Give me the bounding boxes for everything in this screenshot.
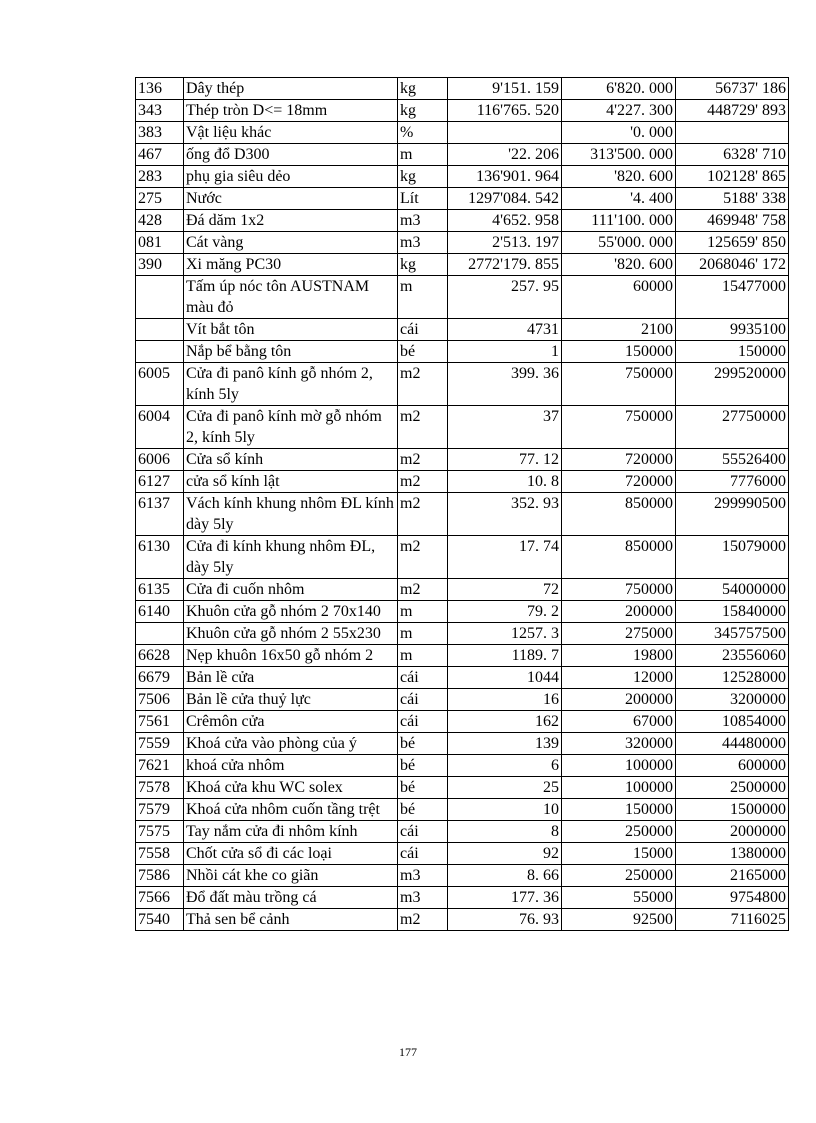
item-unit-price: 19800 [562,645,676,667]
materials-table [135,77,789,931]
item-unit: cái [398,689,448,711]
item-quantity: 92 [448,843,562,865]
item-unit: m3 [398,210,448,232]
item-total: 2500000 [676,777,789,799]
item-name: Dây thép [184,78,398,100]
item-name: Khuôn cửa gỗ nhóm 2 55x230 [184,623,398,645]
item-total: 5188' 338 [676,188,789,210]
table-row [136,733,789,755]
item-code: 6679 [136,667,184,689]
item-unit-price: 250000 [562,865,676,887]
item-name: Khuôn cửa gỗ nhóm 2 70x140 [184,601,398,623]
item-unit-price: 750000 [562,363,676,406]
item-unit-price: '820. 600 [562,166,676,188]
item-unit-price: 92500 [562,909,676,931]
item-code: 275 [136,188,184,210]
item-code: 6005 [136,363,184,406]
item-name: Cửa đi cuốn nhôm [184,579,398,601]
item-code [136,341,184,363]
item-unit: cái [398,711,448,733]
item-unit: cái [398,821,448,843]
item-name: Đổ đất màu trồng cá [184,887,398,909]
table-row [136,865,789,887]
table-row [136,689,789,711]
item-unit: m2 [398,471,448,493]
item-name: Nẹp khuôn 16x50 gỗ nhóm 2 [184,645,398,667]
item-total: 56737' 186 [676,78,789,100]
item-unit: cái [398,667,448,689]
item-unit-price: 67000 [562,711,676,733]
item-quantity: 139 [448,733,562,755]
item-code: 6137 [136,493,184,536]
item-unit: m2 [398,493,448,536]
item-quantity: 10 [448,799,562,821]
item-code: 6130 [136,536,184,579]
item-code: 467 [136,144,184,166]
materials-table-body [136,78,789,931]
item-code: 383 [136,122,184,144]
item-unit: kg [398,254,448,276]
item-code [136,319,184,341]
item-total: 3200000 [676,689,789,711]
item-unit: m2 [398,406,448,449]
item-total: 54000000 [676,579,789,601]
item-name: Cửa sổ kính [184,449,398,471]
item-quantity: 16 [448,689,562,711]
item-name: Vít bắt tôn [184,319,398,341]
item-quantity: 136'901. 964 [448,166,562,188]
table-row [136,601,789,623]
table-row [136,493,789,536]
item-unit: kg [398,166,448,188]
item-unit-price: '820. 600 [562,254,676,276]
page-number: 177 [399,1045,417,1059]
table-row [136,406,789,449]
item-total: 23556060 [676,645,789,667]
item-quantity: 1257. 3 [448,623,562,645]
item-code [136,623,184,645]
item-quantity: 37 [448,406,562,449]
item-unit: m [398,623,448,645]
item-quantity: 352. 93 [448,493,562,536]
item-unit: bé [398,799,448,821]
item-code: 7506 [136,689,184,711]
item-quantity: 116'765. 520 [448,100,562,122]
table-row [136,777,789,799]
item-total: 15079000 [676,536,789,579]
item-name: Tấm úp nóc tôn AUSTNAM màu đỏ [184,276,398,319]
item-unit-price: 720000 [562,471,676,493]
item-unit: m3 [398,887,448,909]
item-total: 27750000 [676,406,789,449]
item-unit-price: 250000 [562,821,676,843]
item-total: 12528000 [676,667,789,689]
item-code: 6004 [136,406,184,449]
item-total: 9935100 [676,319,789,341]
item-unit: m3 [398,232,448,254]
item-unit: bé [398,777,448,799]
item-quantity: 17. 74 [448,536,562,579]
table-row [136,909,789,931]
item-unit: kg [398,78,448,100]
item-code: 283 [136,166,184,188]
item-quantity: 79. 2 [448,601,562,623]
item-total: 299520000 [676,363,789,406]
table-row [136,319,789,341]
table-row [136,471,789,493]
item-code: 7558 [136,843,184,865]
table-row [136,363,789,406]
item-unit-price: 100000 [562,777,676,799]
item-code: 7540 [136,909,184,931]
item-quantity: 10. 8 [448,471,562,493]
item-code: 7586 [136,865,184,887]
item-name: Chốt cửa sổ đi các loại [184,843,398,865]
item-name: khoá cửa nhôm [184,755,398,777]
table-row [136,536,789,579]
item-quantity: 8. 66 [448,865,562,887]
item-name: cửa sổ kính lật [184,471,398,493]
item-unit: m [398,601,448,623]
item-total: 1500000 [676,799,789,821]
table-row [136,144,789,166]
item-unit: m2 [398,536,448,579]
table-row [136,711,789,733]
item-quantity: 4731 [448,319,562,341]
item-unit-price: 15000 [562,843,676,865]
table-row [136,645,789,667]
item-quantity: '22. 206 [448,144,562,166]
item-total: 9754800 [676,887,789,909]
table-row [136,449,789,471]
item-unit: m2 [398,363,448,406]
table-row [136,755,789,777]
item-quantity: 4'652. 958 [448,210,562,232]
table-row [136,210,789,232]
item-name: Bản lề cửa [184,667,398,689]
item-unit-price: 150000 [562,341,676,363]
item-code: 136 [136,78,184,100]
item-quantity: 1044 [448,667,562,689]
item-quantity: 72 [448,579,562,601]
item-unit-price: 4'227. 300 [562,100,676,122]
item-code: 7561 [136,711,184,733]
item-name: Cát vàng [184,232,398,254]
item-unit: cái [398,843,448,865]
item-unit-price: 100000 [562,755,676,777]
item-unit-price: 320000 [562,733,676,755]
item-quantity: 25 [448,777,562,799]
item-name: Cửa đi panô kính mờ gỗ nhóm 2, kính 5ly [184,406,398,449]
item-unit: m [398,144,448,166]
item-total: 448729' 893 [676,100,789,122]
table-row [136,188,789,210]
item-quantity: 8 [448,821,562,843]
item-total: 102128' 865 [676,166,789,188]
item-unit-price: 850000 [562,493,676,536]
item-code: 081 [136,232,184,254]
item-quantity: 1 [448,341,562,363]
item-unit-price: 150000 [562,799,676,821]
item-name: Nắp bể bằng tôn [184,341,398,363]
item-name: Vật liệu khác [184,122,398,144]
item-unit: cái [398,319,448,341]
table-row [136,166,789,188]
table-row [136,276,789,319]
item-total: 6328' 710 [676,144,789,166]
item-code: 6135 [136,579,184,601]
item-total: 10854000 [676,711,789,733]
item-code: 7559 [136,733,184,755]
item-total: 345757500 [676,623,789,645]
table-row [136,821,789,843]
item-quantity: 6 [448,755,562,777]
item-unit-price: 111'100. 000 [562,210,676,232]
item-quantity: 77. 12 [448,449,562,471]
item-unit-price: 200000 [562,689,676,711]
table-row [136,887,789,909]
item-unit: m2 [398,579,448,601]
item-name: Nhồi cát khe co giãn [184,865,398,887]
item-unit: bé [398,733,448,755]
item-unit: m2 [398,909,448,931]
item-total: 469948' 758 [676,210,789,232]
item-unit-price: 750000 [562,406,676,449]
item-quantity: 76. 93 [448,909,562,931]
item-unit: m [398,645,448,667]
item-unit-price: 200000 [562,601,676,623]
item-code: 6628 [136,645,184,667]
item-unit-price: 12000 [562,667,676,689]
item-unit-price: 60000 [562,276,676,319]
item-total: 15840000 [676,601,789,623]
item-total: 125659' 850 [676,232,789,254]
item-name: Crêmôn cửa [184,711,398,733]
item-total [676,122,789,144]
item-name: Nước [184,188,398,210]
table-row [136,579,789,601]
item-total: 44480000 [676,733,789,755]
item-unit: m3 [398,865,448,887]
item-name: Thả sen bể cảnh [184,909,398,931]
table-row [136,623,789,645]
item-total: 2165000 [676,865,789,887]
item-name: Khoá cửa vào phòng của ý [184,733,398,755]
item-code: 390 [136,254,184,276]
item-code: 6140 [136,601,184,623]
item-quantity: 1297'084. 542 [448,188,562,210]
item-total: 2068046' 172 [676,254,789,276]
item-unit: bé [398,341,448,363]
item-name: Cửa đi panô kính gỗ nhóm 2, kính 5ly [184,363,398,406]
item-quantity: 2'513. 197 [448,232,562,254]
item-code: 7621 [136,755,184,777]
item-name: Bản lề cửa thuỷ lực [184,689,398,711]
item-name: ống đổ D300 [184,144,398,166]
item-unit: m [398,276,448,319]
item-unit-price: 55'000. 000 [562,232,676,254]
table-row [136,254,789,276]
item-total: 299990500 [676,493,789,536]
item-quantity: 2772'179. 855 [448,254,562,276]
item-code: 6127 [136,471,184,493]
item-total: 15477000 [676,276,789,319]
item-total: 150000 [676,341,789,363]
item-unit-price: '0. 000 [562,122,676,144]
item-name: Khoá cửa nhôm cuốn tầng trệt [184,799,398,821]
item-quantity: 1189. 7 [448,645,562,667]
table-row [136,122,789,144]
item-total: 7776000 [676,471,789,493]
item-unit-price: 750000 [562,579,676,601]
item-code [136,276,184,319]
item-name: Khoá cửa khu WC solex [184,777,398,799]
item-unit: % [398,122,448,144]
item-unit: kg [398,100,448,122]
item-unit-price: 850000 [562,536,676,579]
table-row [136,78,789,100]
table-row [136,100,789,122]
item-total: 7116025 [676,909,789,931]
item-unit-price: 275000 [562,623,676,645]
item-code: 428 [136,210,184,232]
item-name: Đá dăm 1x2 [184,210,398,232]
table-row [136,843,789,865]
item-code: 6006 [136,449,184,471]
item-code: 7579 [136,799,184,821]
item-unit: bé [398,755,448,777]
item-unit-price: '4. 400 [562,188,676,210]
item-name: Cửa đi kính khung nhôm ĐL, dày 5ly [184,536,398,579]
item-unit-price: 6'820. 000 [562,78,676,100]
item-unit-price: 720000 [562,449,676,471]
item-total: 55526400 [676,449,789,471]
item-quantity [448,122,562,144]
item-quantity: 399. 36 [448,363,562,406]
item-code: 343 [136,100,184,122]
item-quantity: 177. 36 [448,887,562,909]
item-unit: m2 [398,449,448,471]
item-unit-price: 55000 [562,887,676,909]
item-code: 7566 [136,887,184,909]
item-total: 2000000 [676,821,789,843]
item-code: 7578 [136,777,184,799]
item-quantity: 257. 95 [448,276,562,319]
item-total: 1380000 [676,843,789,865]
table-row [136,667,789,689]
item-code: 7575 [136,821,184,843]
table-row [136,232,789,254]
item-name: Tay nắm cửa đi nhôm kính [184,821,398,843]
item-unit-price: 313'500. 000 [562,144,676,166]
item-name: Thép tròn D<= 18mm [184,100,398,122]
item-name: phụ gia siêu dẻo [184,166,398,188]
item-total: 600000 [676,755,789,777]
table-row [136,341,789,363]
item-name: Xi măng PC30 [184,254,398,276]
table-row [136,799,789,821]
item-quantity: 162 [448,711,562,733]
item-unit-price: 2100 [562,319,676,341]
item-unit: Lít [398,188,448,210]
item-name: Vách kính khung nhôm ĐL kính dày 5ly [184,493,398,536]
item-quantity: 9'151. 159 [448,78,562,100]
